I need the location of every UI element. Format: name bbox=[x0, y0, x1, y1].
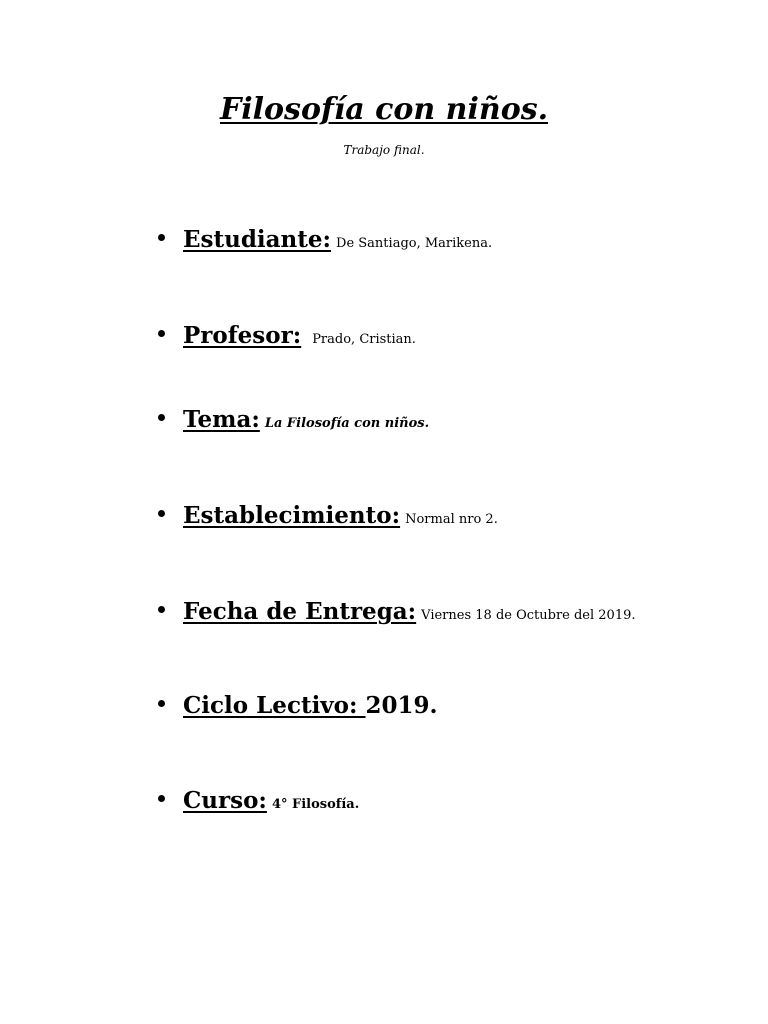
item-label: Fecha de Entrega: bbox=[183, 598, 417, 625]
item-value: 2019. bbox=[365, 692, 438, 719]
item-label: Profesor: bbox=[183, 322, 302, 349]
list-item-ciclo-lectivo bbox=[158, 692, 438, 728]
item-value: Viernes 18 de Octubre del 2019. bbox=[421, 608, 636, 623]
bullet-icon bbox=[158, 795, 165, 802]
bullet-icon bbox=[158, 234, 165, 241]
item-label: Ciclo Lectivo: bbox=[183, 692, 366, 719]
item-value: Normal nro 2. bbox=[405, 512, 498, 527]
bullet-icon bbox=[158, 510, 165, 517]
bullet-icon bbox=[158, 414, 165, 421]
document-subtitle: Trabajo final. bbox=[343, 143, 425, 157]
list-item-tema bbox=[158, 406, 429, 442]
list-item-estudiante bbox=[158, 226, 492, 262]
list-item-establecimiento bbox=[158, 502, 498, 538]
item-label: Curso: bbox=[183, 787, 267, 814]
bullet-icon bbox=[158, 700, 165, 707]
list-item-fecha-de-entrega bbox=[158, 598, 636, 634]
item-value: De Santiago, Marikena. bbox=[336, 236, 493, 251]
bullet-icon bbox=[158, 606, 165, 613]
item-label: Tema: bbox=[183, 406, 260, 433]
list-item-profesor bbox=[158, 322, 416, 358]
item-label: Estudiante: bbox=[183, 226, 332, 253]
item-value: La Filosofía con niños. bbox=[264, 416, 430, 431]
document-title: Filosofía con niños. bbox=[219, 92, 549, 127]
item-value: 4° Filosofía. bbox=[271, 797, 360, 812]
item-value: Prado, Cristian. bbox=[312, 332, 416, 347]
list-item-curso bbox=[158, 787, 359, 823]
item-label: Establecimiento: bbox=[183, 502, 401, 529]
bullet-icon bbox=[158, 330, 165, 337]
